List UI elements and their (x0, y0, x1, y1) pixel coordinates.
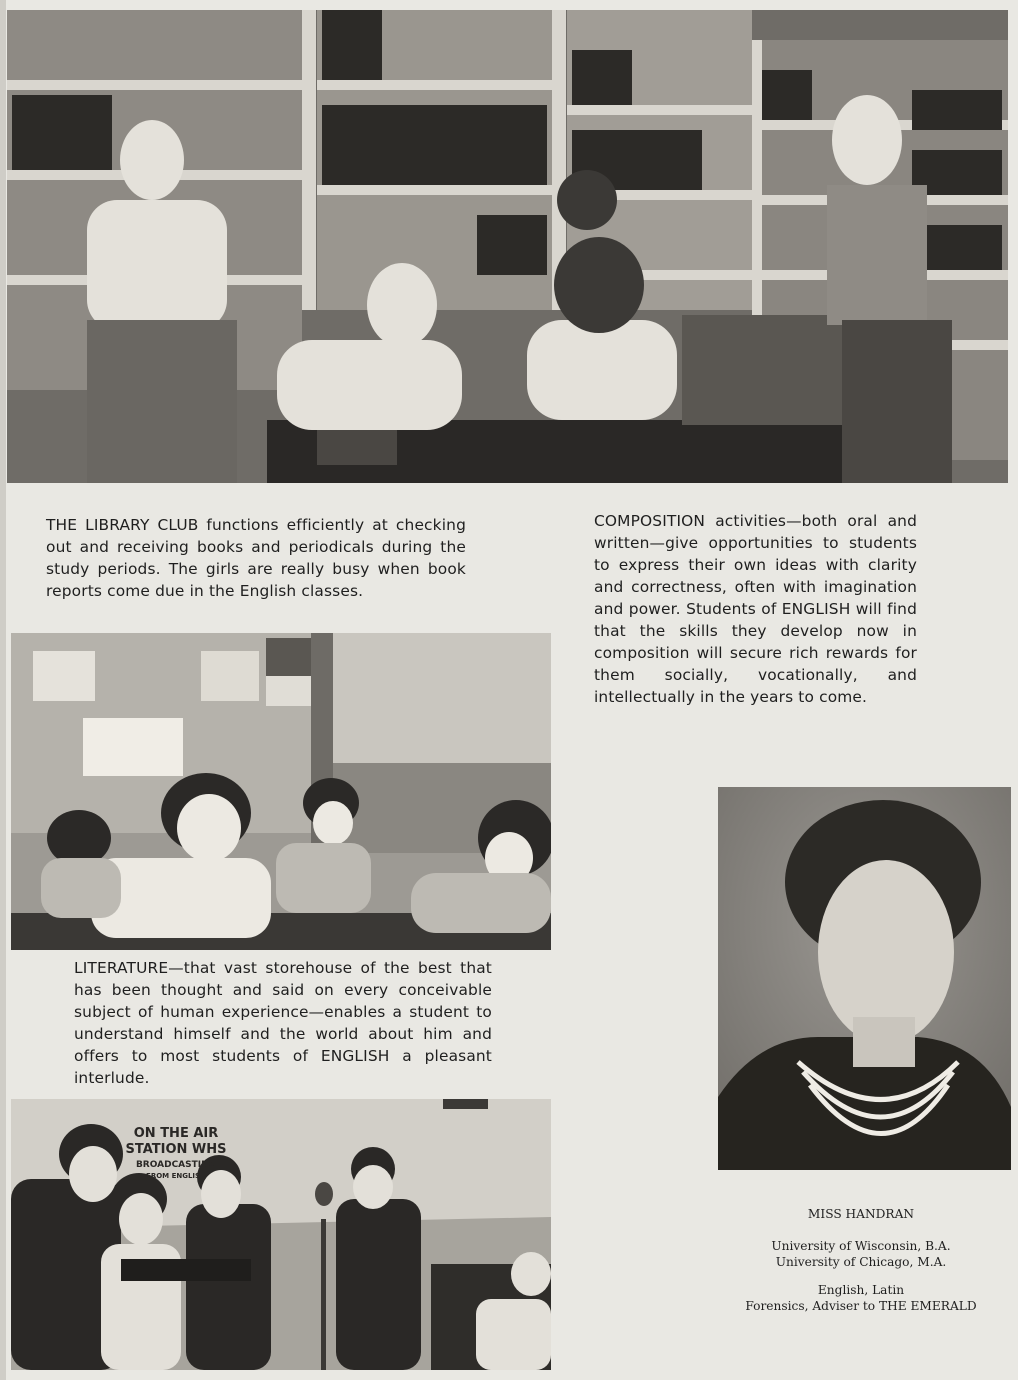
radio-sign-line-4: FROM ENGLISH (146, 1172, 206, 1180)
page-binding-edge (0, 0, 6, 1380)
teacher-degree-2: University of Chicago, M.A. (775, 1255, 947, 1269)
teacher-name: MISS HANDRAN (807, 1207, 915, 1221)
radio-sign-line-2: STATION WHS (125, 1142, 227, 1157)
teacher-caption (720, 1206, 1002, 1314)
teacher-subjects: English, Latin (817, 1283, 905, 1297)
library-club-photo (7, 10, 1008, 483)
teacher-portrait (718, 787, 1011, 1170)
teacher-activities: Forensics, Adviser to THE EMERALD (745, 1299, 977, 1313)
literature-class-photo (11, 633, 551, 950)
radio-sign-line-3: BROADCASTING (135, 1160, 217, 1170)
radio-broadcast-photo (11, 1099, 551, 1370)
literature-caption: LITERATURE—that vast storehouse of the best that has been thought and said on every conceivable subject of human experience—enables a student to understand himself and the world about him and offers to most students of ENGLISH a pleasant interlude. (74, 959, 492, 1087)
radio-sign-line-1: ON THE AIR (133, 1126, 219, 1141)
teacher-degree-1: University of Wisconsin, B.A. (771, 1239, 951, 1253)
library-club-caption: THE LIBRARY CLUB functions efficiently at checking out and receiving books and periodicals during the study periods. The girls are really busy when book reports come due in the English classes. (46, 516, 466, 600)
composition-caption: COMPOSITION activities—both oral and written—give opportunities to students to express their own ideas with clarity and correctness, often with imagination and power. Students of ENGLISH will find that the skills they develop now in composition will secure rich rewards for them socially, vocationally, and intellectually in the years to come. (594, 512, 917, 706)
